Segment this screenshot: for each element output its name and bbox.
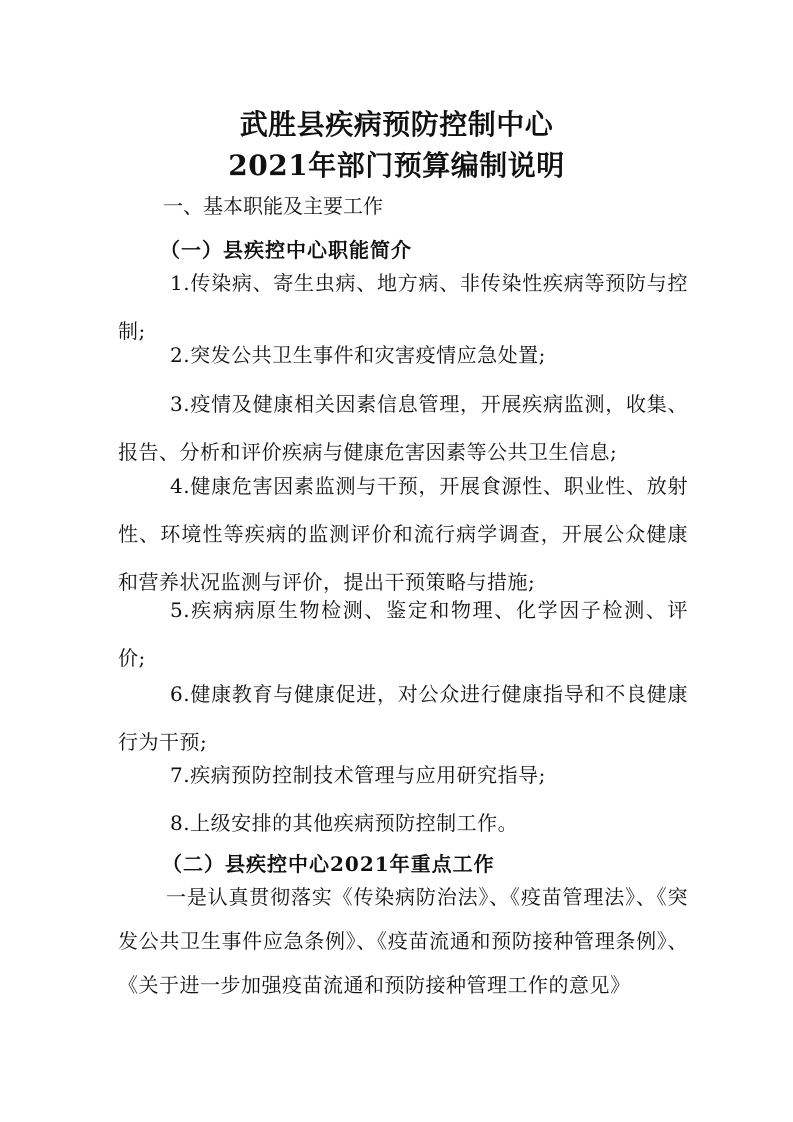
function-item: 2.突发公共卫生事件和灾害疫情应急处置; [170, 343, 546, 367]
function-item: 6.健康教育与健康促进，对公众进行健康指导和不良健康行为干预; [118, 682, 688, 754]
subsection-heading-functions-intro: （一）县疾控中心职能简介 [160, 238, 412, 262]
function-item: 4.健康危害因素监测与干预，开展食源性、职业性、放射性、环境性等疾病的监测评价和流行病学调查，开展公众健康和营养状况监测与评价，提出干预策略与措施; [118, 474, 688, 594]
section-heading-basic-functions: 一、基本职能及主要工作 [163, 194, 383, 218]
function-item: 8.上级安排的其他疾病预防控制工作。 [170, 811, 519, 835]
document-title-line-1: 武胜县疾病预防控制中心 [239, 108, 554, 141]
function-item: 1.传染病、寄生虫病、地方病、非传染性疾病等预防与控制; [118, 271, 688, 343]
key-work-paragraph: 一是认真贯彻落实《传染病防治法》、《疫苗管理法》、《突发公共卫生事件应急条例》、《疫苗流通和预防接种管理条例》、《关于进一步加强疫苗流通和预防接种管理工作的意见》 [118, 885, 688, 997]
function-item: 5.疾病病原生物检测、鉴定和物理、化学因子检测、评价; [118, 598, 688, 670]
function-item: 3.疫情及健康相关因素信息管理，开展疾病监测，收集、报告、分析和评价疾病与健康危害因素等公共卫生信息; [118, 392, 688, 464]
document-title-line-2: 2021年部门预算编制说明 [228, 149, 565, 182]
subsection-heading-key-work-2021: （二）县疾控中心2021年重点工作 [162, 852, 495, 876]
function-item: 7.疾病预防控制技术管理与应用研究指导; [170, 763, 546, 787]
